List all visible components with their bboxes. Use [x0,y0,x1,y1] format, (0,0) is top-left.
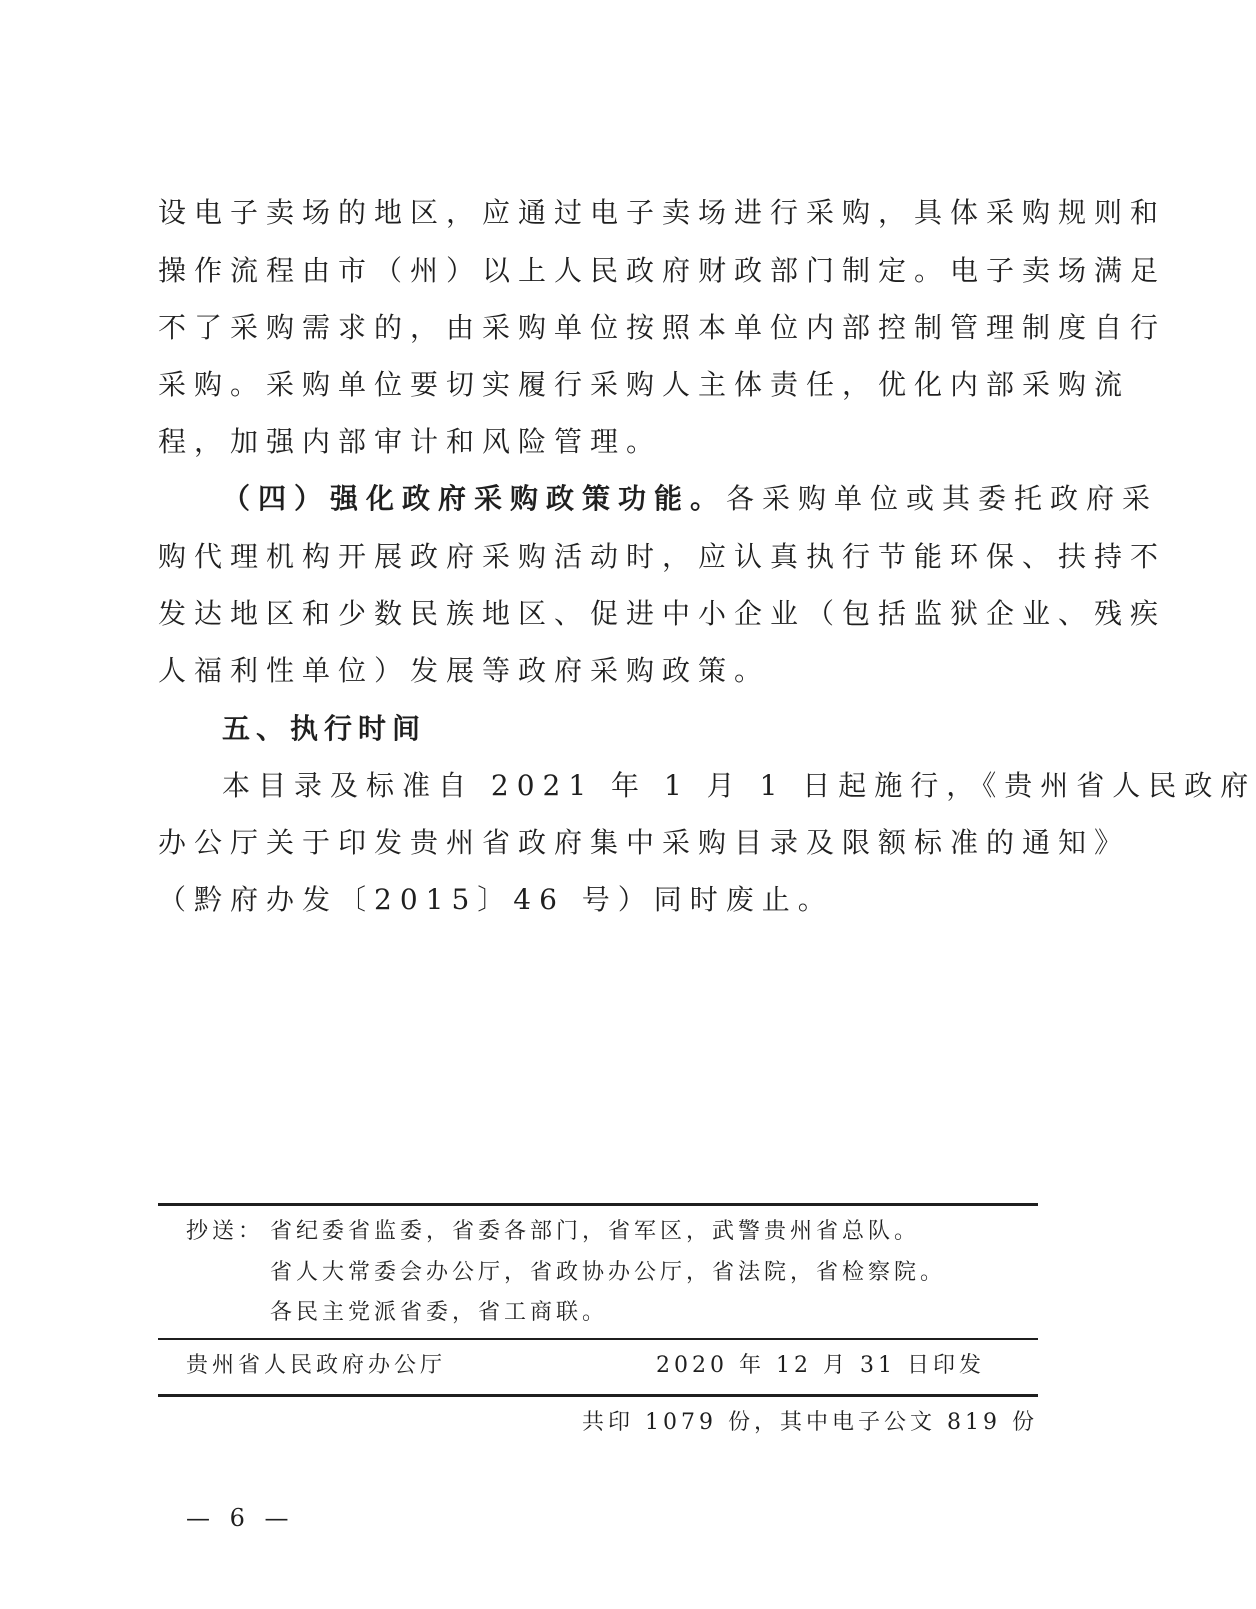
body-line: 本目录及标准自 2021 年 1 月 1 日起施行，《贵州省人民政府 [222,769,1256,802]
page-number: — 6 — [186,1504,295,1532]
cc-recipients-line: 各民主党派省委，省工商联。 [270,1300,609,1325]
cc-label: 抄送： [186,1219,265,1244]
issuer: 贵州省人民政府办公厅 [186,1353,447,1378]
body-line: 发达地区和少数民族地区、促进中小企业（包括监狱企业、残疾 [158,597,1167,630]
body-line: 设电子卖场的地区，应通过电子卖场进行采购，具体采购规则和 [158,196,1167,229]
body-line: 操作流程由市（州）以上人民政府财政部门制定。电子卖场满足 [158,254,1167,287]
subsection-heading: （四）强化政府采购政策功能。 [222,482,727,515]
section-heading: 五、执行时间 [222,712,427,745]
cc-recipients-line: 省纪委省监委，省委各部门，省军区，武警贵州省总队。 [270,1219,921,1244]
cc-recipients-line: 省人大常委会办公厅，省政协办公厅，省法院，省检察院。 [270,1260,947,1285]
body-text: 各采购单位或其委托政府采 [726,482,1159,515]
footer-top-rule [158,1203,1038,1206]
issue-date: 2020 年 12 月 31 日印发 [656,1353,985,1378]
print-copies: 共印 1079 份，其中电子公文 819 份 [582,1410,1038,1435]
body-line [222,479,1159,519]
body-line: 人福利性单位）发展等政府采购政策。 [158,654,771,687]
body-line: 采购。采购单位要切实履行采购人主体责任，优化内部采购流 [158,368,1131,401]
body-line: 购代理机构开展政府采购活动时，应认真执行节能环保、扶持不 [158,540,1167,573]
footer-bottom-rule [158,1394,1038,1397]
body-line: 不了采购需求的，由采购单位按照本单位内部控制管理制度自行 [158,311,1167,344]
footer-middle-rule [158,1338,1038,1340]
body-line: 办公厅关于印发贵州省政府集中采购目录及限额标准的通知》 [158,826,1131,859]
body-line: （黔府办发〔2015〕46 号）同时废止。 [158,883,834,916]
body-line: 程，加强内部审计和风险管理。 [158,425,663,458]
